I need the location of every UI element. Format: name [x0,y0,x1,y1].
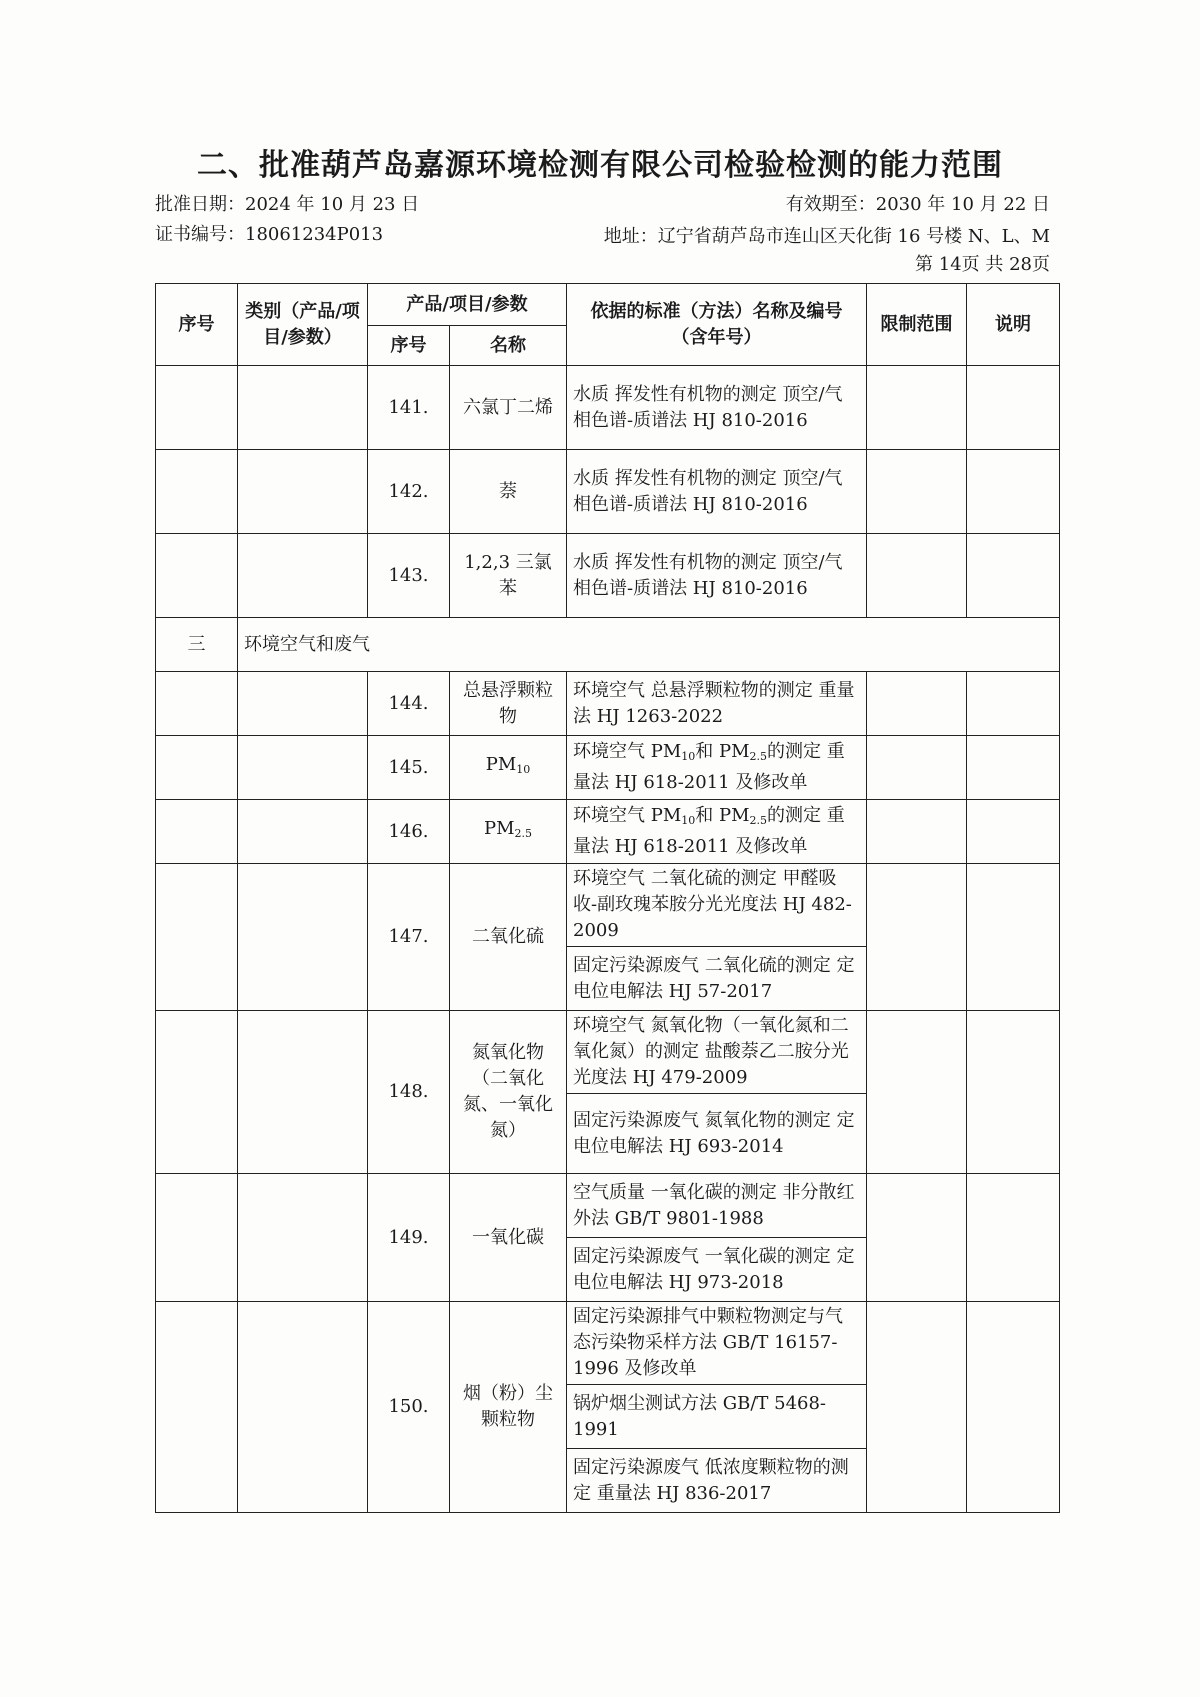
std-part-c: 的测定 重量法 HJ 618-2011 及修改单 [573,805,845,857]
table-row [156,1302,1060,1385]
table-row [156,1011,1060,1094]
row-name: 烟（粉）尘颗粒物 [450,1302,567,1513]
row-standard: 锅炉烟尘测试方法 GB/T 5468-1991 [567,1385,867,1449]
row-name: 一氧化碳 [450,1174,567,1302]
row-standard: 固定污染源废气 低浓度颗粒物的测定 重量法 HJ 836-2017 [567,1449,867,1513]
std-part-a: 环境空气 PM [573,741,682,762]
approval-date: 批准日期：2024 年 10 月 23 日 [155,194,420,215]
table-row [156,672,1060,736]
row-no: 143. [368,534,450,618]
pm-subscript: 10 [516,763,531,776]
header-limit: 限制范围 [867,284,967,366]
row-no: 141. [368,366,450,450]
row-name: 萘 [450,450,567,534]
row-no: 149. [368,1174,450,1302]
row-name: 总悬浮颗粒物 [450,672,567,736]
header-product-group: 产品/项目/参数 [368,284,567,326]
row-standard [567,736,867,800]
row-standard: 固定污染源排气中颗粒物测定与气态污染物采样方法 GB/T 16157-1996 及修改单 [567,1302,867,1385]
std-subscript-2: 2.5 [749,814,768,827]
row-name: 1,2,3 三氯苯 [450,534,567,618]
row-name: 二氧化硫 [450,864,567,1011]
header-no: 序号 [156,284,238,366]
capability-table [155,283,1060,1513]
table-row [156,1174,1060,1238]
table-row [156,450,1060,534]
row-standard: 环境空气 二氧化硫的测定 甲醛吸收-副玫瑰苯胺分光光度法 HJ 482-2009 [567,864,867,947]
std-subscript-1: 10 [681,750,696,763]
std-subscript-2: 2.5 [749,750,768,763]
certificate-number: 证书编号：18061234P013 [155,224,384,245]
row-name: 氮氧化物（二氧化氮、一氧化氮） [450,1011,567,1174]
table-row [156,736,1060,800]
page-title: 二、批准葫芦岛嘉源环境检测有限公司检验检测的能力范围 [197,148,1003,183]
std-subscript-1: 10 [681,814,696,827]
row-standard: 水质 挥发性有机物的测定 顶空/气相色谱-质谱法 HJ 810-2016 [567,366,867,450]
row-standard: 水质 挥发性有机物的测定 顶空/气相色谱-质谱法 HJ 810-2016 [567,534,867,618]
row-standard: 环境空气 总悬浮颗粒物的测定 重量法 HJ 1263-2022 [567,672,867,736]
row-no: 147. [368,864,450,1011]
row-no: 144. [368,672,450,736]
page-number: 第 14页 共 28页 [915,254,1050,275]
row-standard: 固定污染源废气 氮氧化物的测定 定电位电解法 HJ 693-2014 [567,1094,867,1174]
row-name: 六氯丁二烯 [450,366,567,450]
std-part-c: 的测定 重量法 HJ 618-2011 及修改单 [573,741,845,793]
table-row [156,366,1060,450]
header-note: 说明 [967,284,1060,366]
row-name [450,736,567,800]
row-standard: 固定污染源废气 一氧化碳的测定 定电位电解法 HJ 973-2018 [567,1238,867,1302]
table-row [156,534,1060,618]
header-standard: 依据的标准（方法）名称及编号（含年号） [567,284,867,366]
row-standard: 固定污染源废气 二氧化硫的测定 定电位电解法 HJ 57-2017 [567,947,867,1011]
pm-label: PM [485,754,517,775]
section-row [156,618,1060,672]
header-category: 类别（产品/项目/参数） [238,284,368,366]
section-no: 三 [156,618,238,672]
row-standard: 空气质量 一氧化碳的测定 非分散红外法 GB/T 9801-1988 [567,1174,867,1238]
header-sub-name: 名称 [450,326,567,366]
pm-subscript: 2.5 [514,827,533,840]
row-no: 146. [368,800,450,864]
valid-until: 有效期至：2030 年 10 月 22 日 [785,194,1050,215]
row-no: 142. [368,450,450,534]
std-part-b: 和 PM [695,741,750,762]
row-standard [567,800,867,864]
section-label: 环境空气和废气 [238,618,1060,672]
row-standard: 环境空气 氮氧化物（一氧化氮和二氧化氮）的测定 盐酸萘乙二胺分光光度法 HJ 479-2009 [567,1011,867,1094]
pm-label: PM [483,818,515,839]
header-sub-no: 序号 [368,326,450,366]
table-header-row [156,284,1060,326]
std-part-b: 和 PM [695,805,750,826]
std-part-a: 环境空气 PM [573,805,682,826]
row-name [450,800,567,864]
table-row [156,800,1060,864]
row-standard: 水质 挥发性有机物的测定 顶空/气相色谱-质谱法 HJ 810-2016 [567,450,867,534]
row-no: 145. [368,736,450,800]
table-row [156,864,1060,947]
row-no: 150. [368,1302,450,1513]
row-no: 148. [368,1011,450,1174]
address: 地址：辽宁省葫芦岛市连山区天化街 16 号楼 N、L、M [603,226,1050,247]
